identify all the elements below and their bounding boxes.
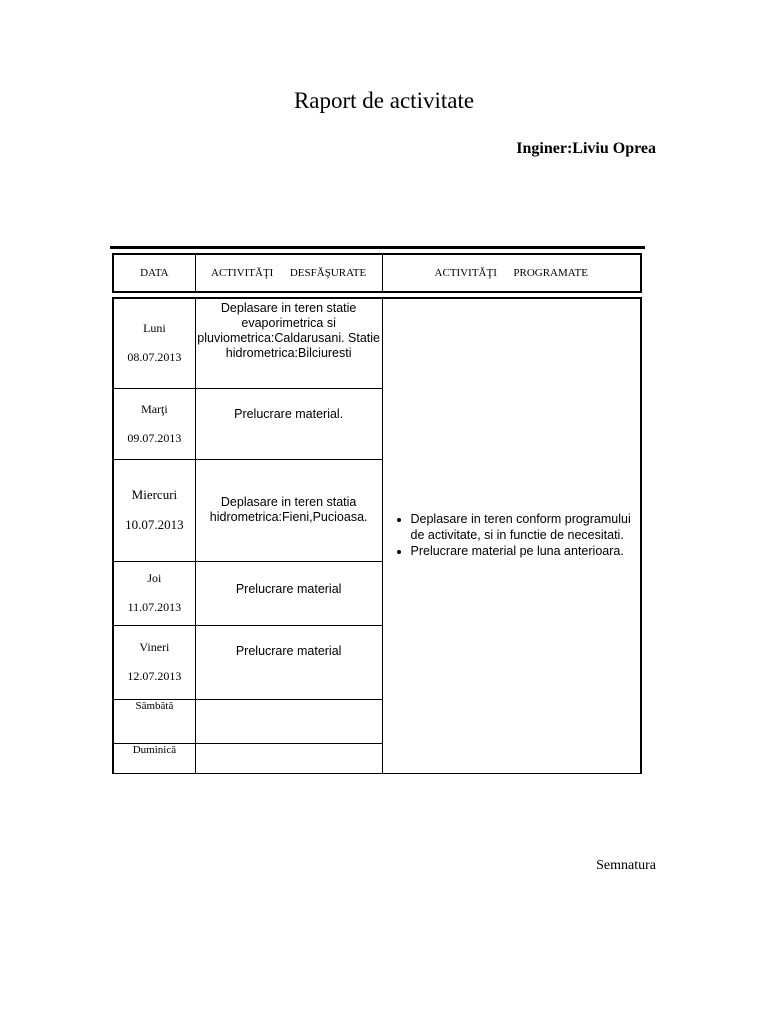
date-cell — [113, 699, 195, 743]
activity-cell: Deplasare in teren statie evaporimetrica si pluviometrica:Caldarusani. Statie hidrometrica:Bilciuresti — [195, 298, 382, 388]
date-label: 08.07.2013 — [127, 350, 182, 365]
date-cell — [113, 459, 195, 561]
activity-cell — [195, 699, 382, 743]
signature-label: Semnatura — [596, 858, 656, 873]
date-label: 12.07.2013 — [127, 669, 182, 683]
engineer-name: Inginer:Liviu Oprea — [516, 140, 656, 157]
scheduled-cell — [382, 298, 641, 773]
header-activities-done: ACTIVITĂŢI DESFĂŞURATE — [195, 254, 382, 292]
date-cell — [113, 388, 195, 459]
activity-cell — [195, 743, 382, 773]
activity-cell: Deplasare in teren statia hidrometrica:Fieni,Pucioasa. — [195, 459, 382, 561]
date-label: 09.07.2013 — [127, 430, 182, 445]
day-label: Miercuri — [131, 487, 178, 502]
date-label: 10.07.2013 — [125, 517, 184, 532]
scheduled-list — [383, 512, 641, 559]
header-table — [112, 253, 642, 293]
scheduled-item: • Deplasare in teren conform programului de activitate, si in functie de necesitati. — [411, 512, 637, 543]
header-activities-scheduled: ACTIVITĂŢI PROGRAMATE — [382, 254, 641, 292]
activity-cell: Prelucrare material — [195, 561, 382, 625]
day-label: Vineri — [139, 640, 170, 654]
header-date: DATA — [113, 254, 195, 292]
date-cell — [113, 625, 195, 699]
day-label: Sâmbătă — [135, 699, 174, 712]
activity-table — [112, 297, 642, 774]
day-label: Joi — [147, 571, 162, 585]
day-label: Luni — [143, 321, 166, 336]
day-label: Marţi — [141, 401, 168, 416]
day-label: Duminică — [132, 743, 177, 756]
date-cell — [113, 298, 195, 388]
activity-cell: Prelucrare material. — [195, 388, 382, 459]
table-row — [113, 298, 641, 388]
date-label: 11.07.2013 — [127, 600, 182, 614]
top-divider — [110, 246, 645, 249]
document-title: Raport de activitate — [293, 88, 475, 113]
date-cell — [113, 743, 195, 773]
scheduled-item: • Prelucrare material pe luna anterioara. — [411, 544, 637, 560]
activity-cell: Prelucrare material — [195, 625, 382, 699]
date-cell — [113, 561, 195, 625]
